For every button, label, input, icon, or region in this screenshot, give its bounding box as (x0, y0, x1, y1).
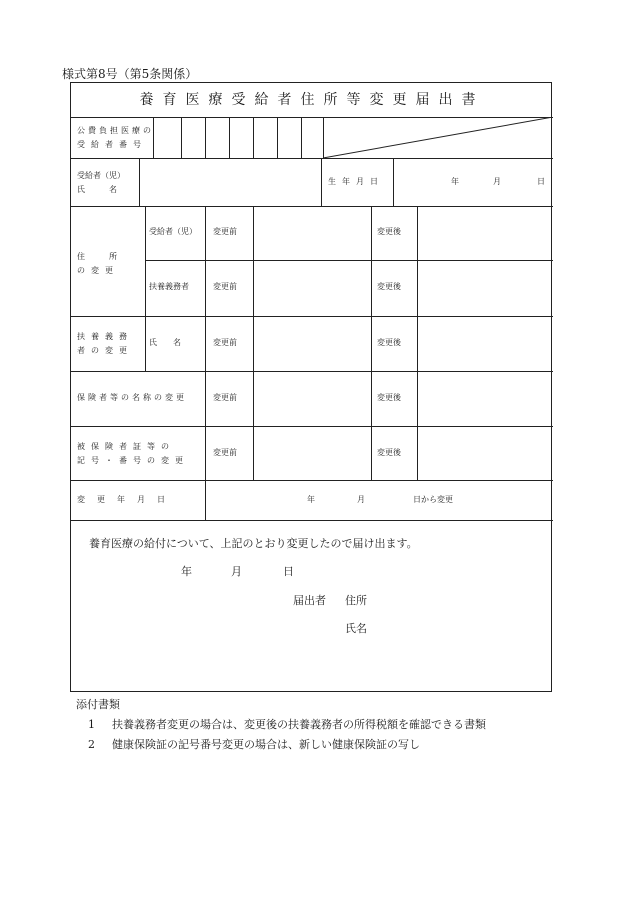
guardian-name-label: 氏 名 (149, 338, 181, 347)
change-month-label: 月 (357, 495, 365, 504)
submitter-address-label: 住所 (345, 594, 367, 607)
recipient-child-label: 受給者（児） (149, 227, 197, 236)
attachment-item: 扶養義務者変更の場合は、変更後の扶養義務者の所得税額を確認できる書類 (112, 718, 486, 731)
change-date-label: 変 更 年 月 日 (77, 495, 167, 504)
row-divider (71, 316, 553, 317)
attachments-heading: 添付書類 (76, 698, 120, 711)
birth-day-label: 日 (537, 177, 545, 186)
birth-month-label: 月 (493, 177, 501, 186)
number-box-divider (205, 117, 206, 158)
after-label: 変更後 (377, 393, 401, 402)
before-label: 変更前 (213, 448, 237, 457)
submit-day-label: 日 (283, 565, 294, 578)
before-label: 変更前 (213, 282, 237, 291)
diagonal-strike (323, 117, 553, 158)
number-box-divider (229, 117, 230, 158)
submitter-name-label: 氏名 (345, 622, 367, 635)
declaration-text: 養育医療の給付について、上記のとおり変更したので届け出ます。 (89, 537, 418, 550)
address-change-label: 住 所 (77, 252, 117, 261)
submit-year-label: 年 (181, 565, 192, 578)
row-divider (71, 206, 553, 207)
number-box-divider (153, 117, 154, 158)
birthdate-label: 生年月日 (328, 177, 384, 186)
after-label: 変更後 (377, 448, 401, 457)
col-divider (145, 206, 146, 371)
attachment-number: 1 (88, 718, 95, 731)
attachment-item: 健康保険証の記号番号変更の場合は、新しい健康保険証の写し (112, 738, 420, 751)
birth-year-label: 年 (451, 177, 459, 186)
before-label: 変更前 (213, 227, 237, 236)
submit-month-label: 月 (231, 565, 242, 578)
row-divider (71, 158, 553, 159)
row-divider (145, 260, 553, 261)
col-divider (393, 158, 394, 206)
recipient-number-label: 公費負担医療の (77, 126, 154, 135)
recipient-label: 受給者（児） (77, 171, 125, 180)
number-box-divider (301, 117, 302, 158)
after-label: 変更後 (377, 227, 401, 236)
change-year-label: 年 (307, 495, 315, 504)
insurer-change-label: 保険者等の名称の変更 (77, 393, 187, 402)
after-label: 変更後 (377, 338, 401, 347)
number-box-divider (277, 117, 278, 158)
guardian-change-label: 者の変更 (77, 346, 133, 355)
col-divider (205, 206, 206, 480)
before-label: 変更前 (213, 338, 237, 347)
attachment-number: 2 (88, 738, 95, 751)
before-label: 変更前 (213, 393, 237, 402)
row-divider (71, 371, 553, 372)
row-divider (71, 480, 553, 481)
form-title: 養育医療受給者住所等変更届出書 (139, 92, 485, 108)
row-divider (71, 426, 553, 427)
address-change-label: の変更 (77, 266, 119, 275)
recipient-name-label: 氏 名 (77, 185, 117, 194)
col-divider (253, 206, 254, 480)
insured-card-label: 記号・番号の変更 (77, 456, 189, 465)
col-divider (139, 158, 140, 206)
number-box-divider (253, 117, 254, 158)
number-box-divider (181, 117, 182, 158)
guardian-label: 扶養義務者 (149, 282, 189, 291)
form-number-label: 様式第8号（第5条関係） (62, 67, 198, 81)
recipient-number-label: 受給者番号 (77, 140, 147, 149)
submitter-label: 届出者 (293, 594, 326, 607)
col-divider (417, 206, 418, 480)
col-divider (321, 158, 322, 206)
guardian-change-label: 扶養義務 (77, 332, 133, 341)
change-from-label: 日から変更 (413, 495, 453, 504)
insured-card-label: 被保険者証等の (77, 442, 175, 451)
row-divider (71, 520, 553, 521)
col-divider (371, 206, 372, 480)
form-table (70, 82, 552, 692)
after-label: 変更後 (377, 282, 401, 291)
col-divider (205, 480, 206, 520)
